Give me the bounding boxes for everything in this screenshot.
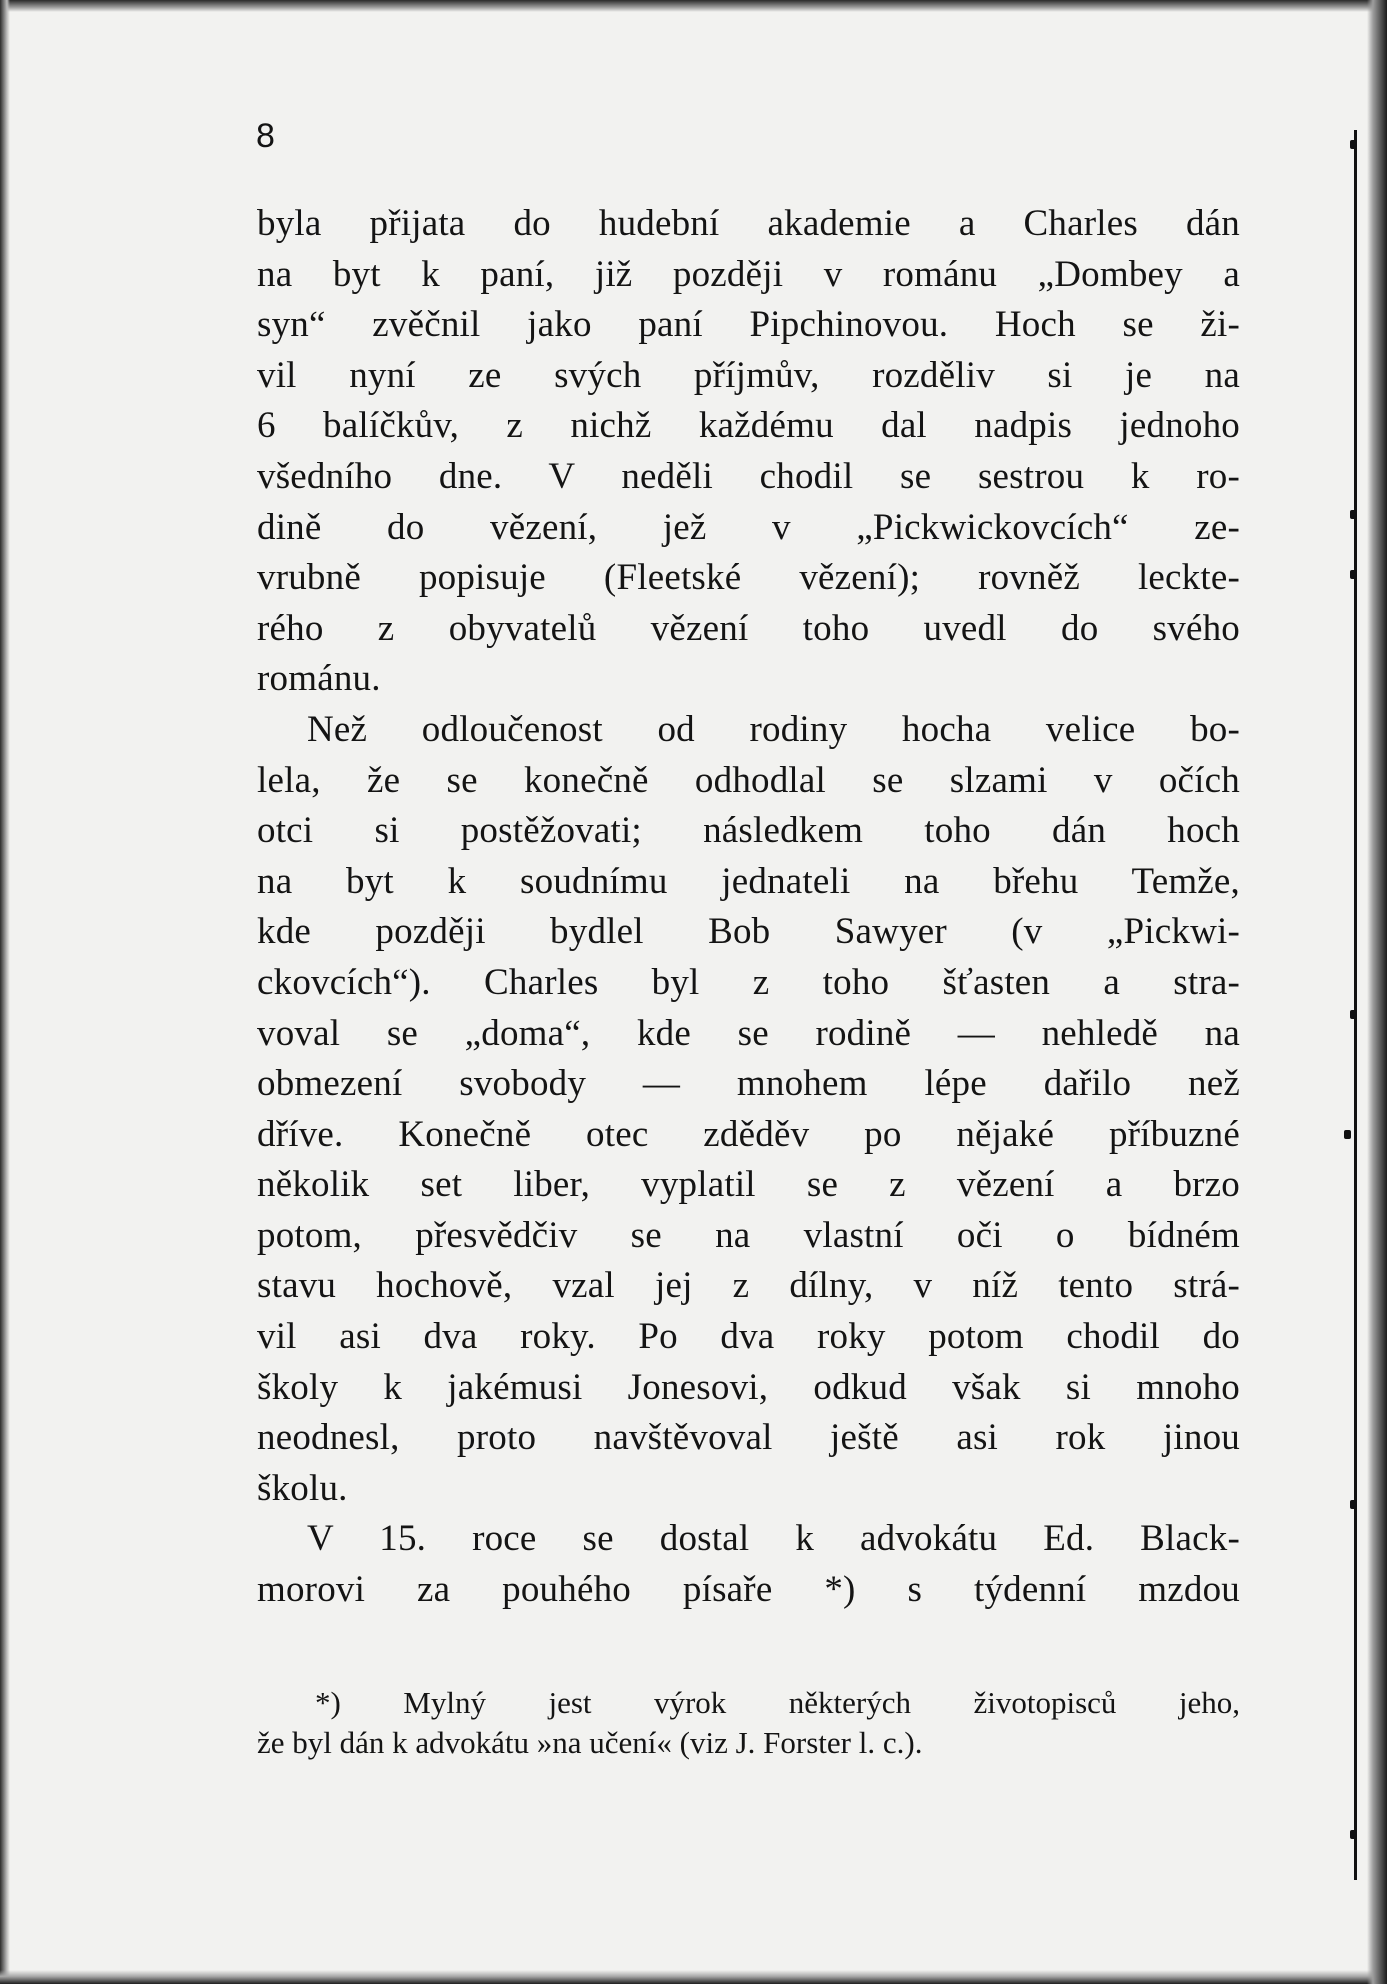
text-line: vrubně popisuje (Fleetské vězení); rovněž leckte-	[257, 557, 1240, 599]
page-number: 8	[256, 117, 275, 155]
text-line: na byt k soudnímu jednateli na břehu Temže,	[257, 860, 1240, 902]
text-line: neodnesl, proto navštěvoval ještě asi rok jinou	[257, 1417, 1240, 1459]
binding-margin-marks	[1340, 130, 1364, 1880]
binding-mark	[1350, 510, 1357, 519]
text-line: lela, že se konečně odhodlal se slzami v očích	[257, 759, 1240, 801]
scan-edge-bottom	[0, 1970, 1387, 1984]
text-line: na byt k paní, již později v románu „Dombey a	[257, 253, 1240, 295]
scan-edge-top	[0, 0, 1387, 12]
scan-edge-left	[0, 0, 10, 1984]
text-line: několik set liber, vyplatil se z vězení a brzo	[257, 1164, 1240, 1206]
binding-line	[1354, 130, 1357, 1880]
text-line: Než odloučenost od rodiny hocha velice bo-	[307, 708, 1240, 750]
text-line: románu.	[257, 658, 381, 700]
binding-mark	[1350, 1830, 1357, 1839]
text-line: kde později bydlel Bob Sawyer (v „Pickwi-	[257, 911, 1240, 953]
text-line: otci si postěžovati; následkem toho dán hoch	[257, 810, 1240, 852]
scan-edge-right	[1367, 0, 1387, 1984]
text-line: byla přijata do hudební akademie a Charles dán	[257, 203, 1240, 244]
binding-mark	[1350, 570, 1357, 579]
binding-mark	[1350, 1010, 1357, 1019]
text-line: syn“ zvěčnil jako paní Pipchinovou. Hoch se ži-	[257, 304, 1240, 346]
binding-mark	[1344, 1130, 1351, 1139]
text-line: dině do vězení, jež v „Pickwickovcích“ ze-	[257, 506, 1240, 548]
text-line: vil nyní ze svých příjmův, rozděliv si je na	[257, 354, 1240, 396]
body-text	[257, 199, 1240, 1616]
text-line: V 15. roce se dostal k advokátu Ed. Black-	[307, 1518, 1240, 1560]
text-line: rého z obyvatelů vězení toho uvedl do svého	[257, 607, 1240, 649]
binding-mark	[1350, 140, 1357, 149]
text-line: voval se „doma“, kde se rodině — nehledě na	[257, 1012, 1240, 1054]
text-line: potom, přesvědčiv se na vlastní oči o bídném	[257, 1214, 1240, 1256]
text-line: dříve. Konečně otec zděděv po nějaké příbuzné	[257, 1113, 1240, 1155]
text-line: 6 balíčkův, z nichž každému dal nadpis jednoho	[257, 405, 1240, 447]
text-line: všedního dne. V neděli chodil se sestrou k ro-	[257, 455, 1240, 497]
text-line: vil asi dva roky. Po dva roky potom chodil do	[257, 1316, 1240, 1358]
text-line: školy k jakémusi Jonesovi, odkud však si mnoho	[257, 1366, 1240, 1408]
text-line: ckovcích“). Charles byl z toho šťasten a stra-	[257, 961, 1240, 1003]
footnote-line: že byl dán k advokátu »na učení« (viz J. Forster l. c.).	[257, 1725, 923, 1760]
footnote	[257, 1683, 1240, 1763]
text-line: obmezení svobody — mnohem lépe dařilo než	[257, 1063, 1240, 1105]
text-line: školu.	[257, 1467, 348, 1509]
footnote-line: *) Mylný jest výrok některých životopisců jeho,	[315, 1685, 1240, 1720]
text-line: stavu hochově, vzal jej z dílny, v níž tento strá-	[257, 1265, 1240, 1307]
text-line: morovi za pouhého písaře *) s týdenní mzdou	[257, 1569, 1240, 1611]
binding-mark	[1350, 1500, 1357, 1509]
